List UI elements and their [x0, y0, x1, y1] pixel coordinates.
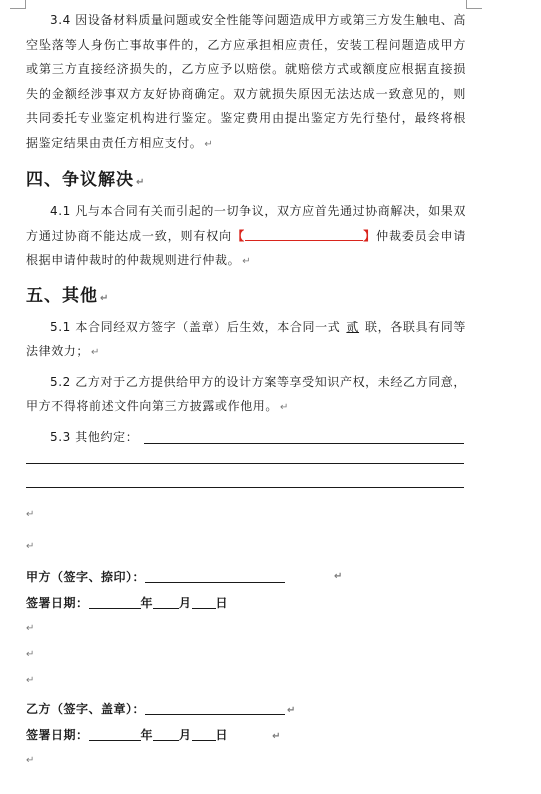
year-label: 年: [140, 595, 154, 610]
empty-paragraph: ↵: [26, 674, 35, 686]
paragraph-mark-icon: ↵: [91, 347, 100, 358]
party-b-signature-row: [26, 696, 466, 722]
party-a-label: 甲方（签字、捺印）：: [26, 569, 146, 584]
party-b-date-row: [26, 722, 466, 748]
empty-paragraph: ↵: [26, 648, 35, 660]
day-label: 日: [215, 727, 229, 742]
clause-5-1: [26, 315, 466, 366]
empty-paragraph: ↵: [26, 508, 35, 520]
bracket-open: 【: [232, 228, 245, 243]
day-label: 日: [215, 595, 229, 610]
party-a-signature-row: [26, 564, 466, 590]
clause-4-1-text-before: 4.1 凡与本合同有关而引起的一切争议，双方应首先通过协商解决，如果双方通过协商不能达成一致，则有权向: [26, 204, 466, 243]
paragraph-mark-icon: ↵: [272, 730, 281, 742]
clause-5-1-text-before: 5.1 本合同经双方签字（盖章）后生效，本合同一式: [50, 319, 341, 334]
corner-mark-left-horizontal: [10, 8, 26, 9]
party-b-signature-field[interactable]: [145, 702, 285, 715]
party-a-month-field[interactable]: [153, 596, 179, 609]
date-label: 签署日期：: [26, 595, 89, 610]
party-a-day-field[interactable]: [192, 596, 216, 609]
clause-4-1: [26, 199, 466, 275]
paragraph-mark-icon: ↵: [280, 402, 289, 413]
other-terms-line-1[interactable]: [144, 443, 464, 444]
party-a-year-field[interactable]: [89, 596, 141, 609]
clause-3-4-text: 3.4 因设备材料质量问题或安全性能等问题造成甲方或第三方发生触电、高空坠落等人身伤亡事故事件的，乙方应承担相应责任，安装工程问题造成甲方或第三方直接经济损失的，乙方应予以赔偿。就赔偿方式或额度应根据直接损失的金额经涉事双方友好协商确定。双方就损失原因无法达成一致意见的，则共同委托专业鉴定机构进行鉴定。鉴定费用由提出鉴定方先行垫付，最终将根据鉴定结果由责任方相应支付。: [26, 13, 466, 150]
empty-paragraph: ↵: [26, 540, 35, 552]
clause-5-3: [26, 425, 466, 449]
empty-paragraph: ↵: [26, 622, 35, 634]
other-terms-line-2[interactable]: [26, 463, 464, 464]
paragraph-mark-icon: ↵: [287, 704, 296, 716]
party-b-label: 乙方（签字、盖章）：: [26, 701, 146, 716]
section-5-heading-text: 五、其他: [26, 285, 98, 306]
party-a-date-row: [26, 590, 466, 616]
month-label: 月: [179, 727, 192, 742]
corner-mark-right-horizontal: [466, 8, 482, 9]
clause-5-2: [26, 370, 466, 421]
month-label: 月: [179, 595, 192, 610]
document-page: [26, 0, 466, 774]
paragraph-mark-icon: ↵: [136, 177, 145, 188]
clause-5-3-label: 5.3 其他约定：: [50, 429, 139, 444]
copies-count: 贰: [346, 319, 360, 334]
paragraph-mark-icon: ↵: [334, 570, 343, 582]
party-b-year-field[interactable]: [89, 728, 141, 741]
section-4-heading-text: 四、争议解决: [26, 170, 134, 190]
section-4-heading: [26, 163, 466, 197]
arbitration-commission-blank[interactable]: [245, 228, 363, 241]
party-a-signature-field[interactable]: [145, 570, 285, 583]
date-label: 签署日期：: [26, 727, 89, 742]
paragraph-mark-icon: ↵: [204, 138, 213, 150]
bracket-close: 】: [362, 228, 377, 243]
party-b-day-field[interactable]: [192, 728, 216, 741]
corner-mark-right-vertical: [466, 0, 467, 8]
clause-3-4: [26, 8, 466, 157]
section-5-heading: [26, 279, 466, 313]
empty-paragraph: ↵: [26, 754, 35, 766]
clause-5-2-text: 5.2 乙方对于乙方提供给甲方的设计方案等享受知识产权，未经乙方同意，甲方不得将前述文件向第三方披露或作他用。: [26, 374, 466, 413]
paragraph-mark-icon: ↵: [100, 292, 109, 304]
year-label: 年: [140, 727, 154, 742]
clause-5-1-text-after: 联，各联具有同等法律效力；: [26, 319, 466, 358]
paragraph-mark-icon: ↵: [242, 256, 251, 267]
party-b-month-field[interactable]: [153, 728, 179, 741]
clause-4-1-text-after: 仲裁委员会申请根据申请仲裁时的仲裁规则进行仲裁。: [26, 228, 466, 267]
other-terms-line-3[interactable]: [26, 487, 464, 488]
